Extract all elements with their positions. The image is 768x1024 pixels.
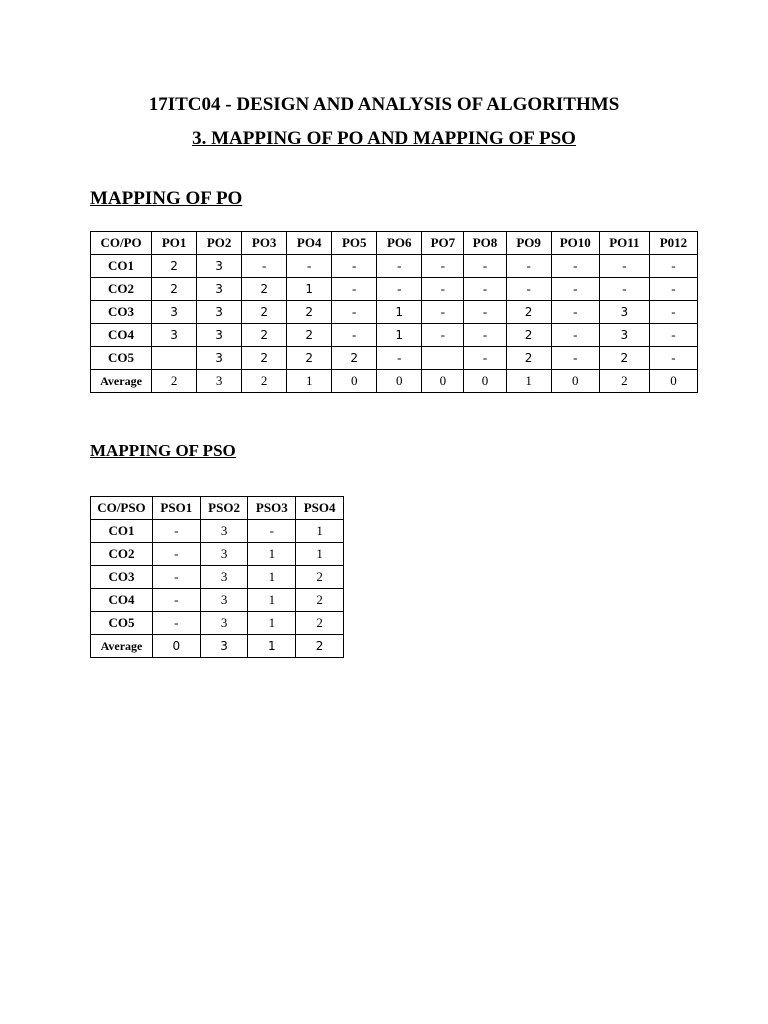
pso-row-label: CO1 — [91, 520, 153, 543]
pso-cell: 2 — [296, 612, 344, 635]
po-cell: - — [422, 278, 464, 301]
pso-row-co2 — [91, 543, 344, 566]
po-cell: 2 — [506, 347, 551, 370]
po-row-co5 — [91, 347, 698, 370]
po-cell: - — [332, 301, 377, 324]
po-cell: - — [464, 347, 506, 370]
po-cell: - — [287, 255, 332, 278]
po-cell: 3 — [197, 255, 242, 278]
pso-header-cell: PSO1 — [152, 497, 200, 520]
pso-cell: 1 — [248, 589, 296, 612]
po-cell: - — [464, 278, 506, 301]
po-cell: 2 — [242, 278, 287, 301]
pso-cell: 1 — [248, 566, 296, 589]
po-cell: 0 — [422, 370, 464, 393]
po-row-co1 — [91, 255, 698, 278]
po-cell: - — [599, 255, 649, 278]
po-row-label: CO4 — [91, 324, 152, 347]
po-cell: 2 — [287, 324, 332, 347]
po-cell: - — [464, 324, 506, 347]
po-cell: 2 — [152, 370, 197, 393]
pso-cell: - — [152, 589, 200, 612]
pso-cell: - — [152, 520, 200, 543]
po-header-cell: PO10 — [551, 232, 599, 255]
po-cell: - — [649, 278, 697, 301]
po-cell: - — [422, 324, 464, 347]
pso-cell: 1 — [248, 543, 296, 566]
po-header-cell: PO3 — [242, 232, 287, 255]
po-cell: 2 — [242, 324, 287, 347]
pso-cell: - — [152, 612, 200, 635]
pso-cell: 3 — [200, 543, 248, 566]
po-header-cell: PO11 — [599, 232, 649, 255]
pso-cell: 1 — [296, 543, 344, 566]
po-cell: 1 — [377, 324, 422, 347]
pso-mapping-heading: MAPPING OF PSO — [90, 441, 236, 460]
pso-row-co5 — [91, 612, 344, 635]
pso-row-label: CO5 — [91, 612, 153, 635]
po-row-label: CO3 — [91, 301, 152, 324]
po-cell: 2 — [242, 301, 287, 324]
po-cell: - — [599, 278, 649, 301]
pso-cell: 2 — [296, 635, 344, 658]
pso-cell: 1 — [296, 520, 344, 543]
po-header-cell: PO7 — [422, 232, 464, 255]
po-cell — [422, 347, 464, 370]
po-header-cell: PO4 — [287, 232, 332, 255]
po-row-average — [91, 370, 698, 393]
pso-cell: - — [152, 566, 200, 589]
pso-cell: - — [152, 543, 200, 566]
po-row-label: CO2 — [91, 278, 152, 301]
pso-cell: 3 — [200, 566, 248, 589]
po-cell: - — [649, 301, 697, 324]
po-cell: 2 — [599, 370, 649, 393]
po-cell: 0 — [551, 370, 599, 393]
pso-cell: - — [248, 520, 296, 543]
pso-row-label: Average — [91, 635, 153, 658]
po-cell: - — [422, 301, 464, 324]
po-header-row — [91, 232, 698, 255]
pso-cell: 1 — [248, 612, 296, 635]
pso-row-label: CO3 — [91, 566, 153, 589]
po-cell: 0 — [649, 370, 697, 393]
po-cell: 3 — [152, 324, 197, 347]
po-header-cell: PO6 — [377, 232, 422, 255]
po-header-cell: PO5 — [332, 232, 377, 255]
po-header-cell: P012 — [649, 232, 697, 255]
po-header-cell: PO8 — [464, 232, 506, 255]
pso-header-cell: PSO4 — [296, 497, 344, 520]
po-header-cell: PO9 — [506, 232, 551, 255]
po-cell: - — [332, 255, 377, 278]
pso-cell: 3 — [200, 635, 248, 658]
po-cell: 2 — [332, 347, 377, 370]
po-cell: 3 — [197, 324, 242, 347]
po-cell: - — [506, 255, 551, 278]
po-cell: 2 — [506, 301, 551, 324]
pso-row-average — [91, 635, 344, 658]
po-cell: 3 — [599, 324, 649, 347]
po-cell: 1 — [287, 370, 332, 393]
po-cell: - — [332, 278, 377, 301]
po-header-cell: PO2 — [197, 232, 242, 255]
po-cell: 2 — [599, 347, 649, 370]
course-title: 17ITC04 - DESIGN AND ANALYSIS OF ALGORITHMS — [148, 94, 620, 115]
po-cell: - — [464, 301, 506, 324]
po-cell: - — [551, 324, 599, 347]
pso-cell: 2 — [296, 589, 344, 612]
po-cell — [152, 347, 197, 370]
po-cell: 3 — [197, 370, 242, 393]
po-cell: - — [422, 255, 464, 278]
po-cell: 0 — [332, 370, 377, 393]
po-cell: - — [551, 347, 599, 370]
po-cell: 2 — [287, 347, 332, 370]
po-cell: - — [551, 301, 599, 324]
po-cell: - — [649, 347, 697, 370]
po-header-cell: PO1 — [152, 232, 197, 255]
po-cell: - — [551, 278, 599, 301]
pso-cell: 2 — [296, 566, 344, 589]
po-cell: - — [242, 255, 287, 278]
po-cell: - — [332, 324, 377, 347]
pso-row-label: CO4 — [91, 589, 153, 612]
po-cell: 2 — [506, 324, 551, 347]
po-cell: 0 — [377, 370, 422, 393]
po-cell: - — [649, 255, 697, 278]
po-mapping-table — [90, 231, 698, 393]
po-cell: - — [506, 278, 551, 301]
po-cell: 0 — [464, 370, 506, 393]
po-row-label: Average — [91, 370, 152, 393]
po-mapping-heading: MAPPING OF PO — [90, 188, 243, 209]
po-cell: 2 — [242, 347, 287, 370]
pso-row-label: CO2 — [91, 543, 153, 566]
pso-row-co4 — [91, 589, 344, 612]
po-row-co3 — [91, 301, 698, 324]
pso-header-cell: PSO2 — [200, 497, 248, 520]
pso-mapping-table — [90, 496, 344, 658]
po-cell: 3 — [197, 301, 242, 324]
po-cell: - — [551, 255, 599, 278]
po-cell: - — [649, 324, 697, 347]
section-title-text: 3. MAPPING OF PO AND MAPPING OF PSO — [192, 128, 576, 149]
pso-row-co3 — [91, 566, 344, 589]
pso-cell: 0 — [152, 635, 200, 658]
pso-cell: 1 — [248, 635, 296, 658]
po-cell: 1 — [377, 301, 422, 324]
po-row-co2 — [91, 278, 698, 301]
po-row-label: CO5 — [91, 347, 152, 370]
po-cell: 3 — [197, 278, 242, 301]
po-cell: - — [377, 255, 422, 278]
pso-cell: 3 — [200, 589, 248, 612]
po-cell: 3 — [599, 301, 649, 324]
po-cell: 1 — [506, 370, 551, 393]
po-row-co4 — [91, 324, 698, 347]
po-cell: 2 — [152, 278, 197, 301]
section-title — [0, 128, 768, 150]
pso-header-cell: CO/PSO — [91, 497, 153, 520]
po-cell: 3 — [197, 347, 242, 370]
pso-header-cell: PSO3 — [248, 497, 296, 520]
pso-cell: 3 — [200, 612, 248, 635]
po-cell: 2 — [242, 370, 287, 393]
pso-row-co1 — [91, 520, 344, 543]
po-cell: 3 — [152, 301, 197, 324]
po-cell: 1 — [287, 278, 332, 301]
po-cell: 2 — [152, 255, 197, 278]
po-cell: - — [377, 347, 422, 370]
pso-cell: 3 — [200, 520, 248, 543]
po-cell: 2 — [287, 301, 332, 324]
po-header-cell: CO/PO — [91, 232, 152, 255]
pso-header-row — [91, 497, 344, 520]
po-cell: - — [464, 255, 506, 278]
po-row-label: CO1 — [91, 255, 152, 278]
po-cell: - — [377, 278, 422, 301]
